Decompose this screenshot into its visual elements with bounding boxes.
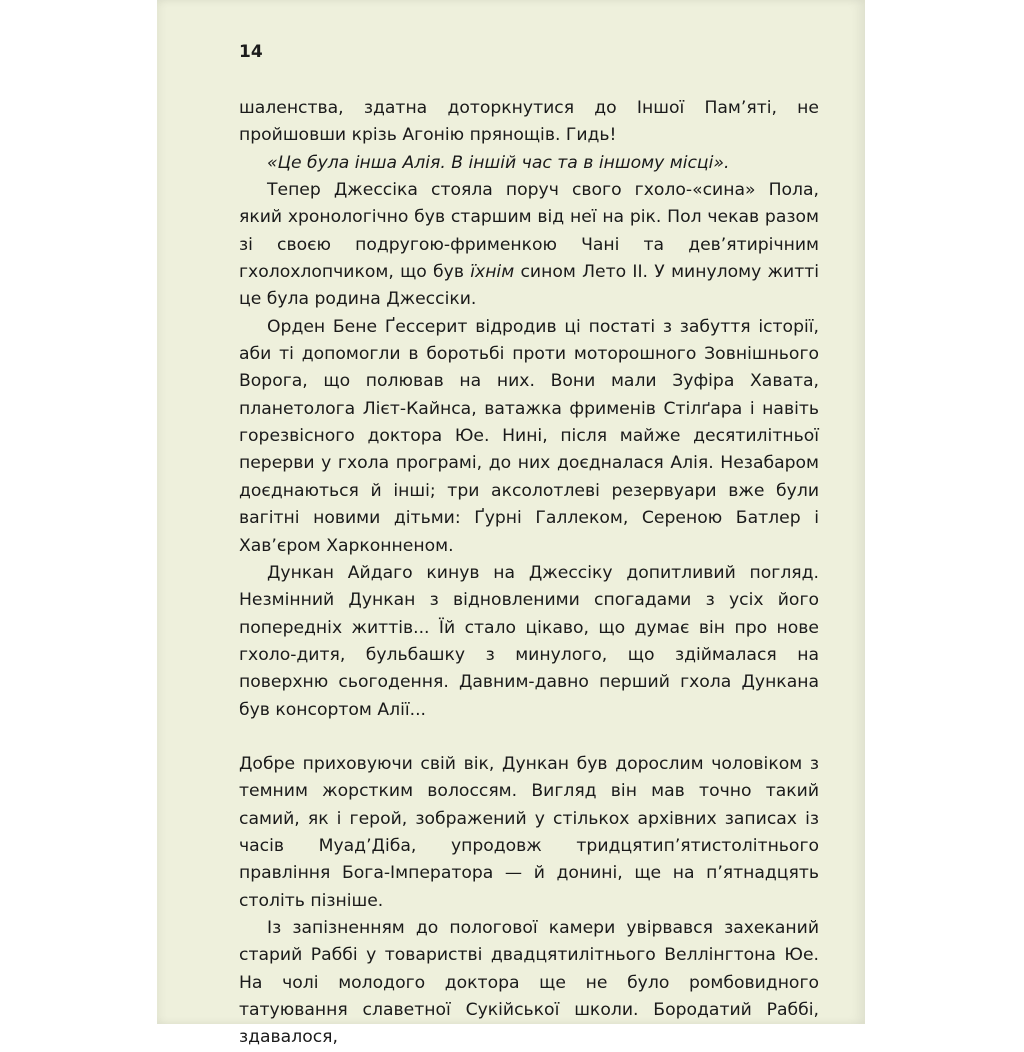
paragraph-3: [239, 177, 819, 314]
paragraph-3-text: Тепер Джессіка стояла поруч свого гхоло-«сина» Пола, який хронологічно був старшим від неї на рік. Пол чекав разом зі своєю подругою-фрименкою Чані та дев’ятирічним гхолохлопчиком, що був: [239, 180, 819, 283]
paragraph-4: Орден Бене Ґессерит відродив ці постаті з забуття історії, аби ті допомогли в боротьбі проти моторошного Зовнішнього Ворога, що полював на них. Вони мали Зуфіра Хавата, планетолога Лієт-Кайнса, ватажка фрименів Стілґара і навіть горезвісного доктора Юе. Нині, після майже десятилітньої перерви у гхола програмі, до них доєдналася Алія. Незабаром доєднаються й інші; три аксолотлеві резервуари вже були вагітні новими дітьми: Ґурні Галлеком, Сереною Батлер і Хав’єром Харконненом.: [239, 316, 819, 556]
page-number: 14: [239, 42, 263, 62]
paragraph-5: Дункан Айдаго кинув на Джессіку допитливий погляд. Незмінний Дункан з відновленими спогадами з усіх його попередніх життів... Їй стало цікаво, що думає він про нове гхоло-дитя, бульбашку з минулого, що здіймалася на поверхню сьогодення. Давним-давно перший гхола Дункана був консортом Алії...: [239, 562, 819, 720]
paragraph-2-quote: «Це була інша Алія. В іншій час та в іншому місці».: [267, 152, 730, 173]
paragraph-3-end: сином Лето II. У минулому житті це була родина Джессіки.: [239, 262, 819, 310]
paragraph-1: шаленства, здатна доторкнутися до Іншої Пам’яті, не пройшовши крізь Агонію прянощів. Гидь!: [239, 98, 819, 146]
paragraph-7: Із запізненням до пологової камери увірвався захеканий старий Раббі у товаристві двадцятилітнього Веллінгтона Юе. На чолі молодого доктора ще не було ромбовидного татуювання славетної Сукійської школи. Бородатий Раббі, здавалося,: [239, 917, 819, 1048]
body-text: [239, 95, 819, 1052]
paragraph-3-italic: їхнім: [470, 262, 515, 283]
book-page: [157, 0, 865, 1048]
paragraph-6: Добре приховуючи свій вік, Дункан був дорослим чоловіком з темним жорстким волоссям. Вигляд він мав точно такий самий, як і герой, зображений у стількох архівних записах із часів Муад’Діба, упродовж тридцятип’ятистолітнього правління Бога-Імператора — й донині, ще на п’ятнадцять століть пізніше.: [239, 753, 819, 911]
